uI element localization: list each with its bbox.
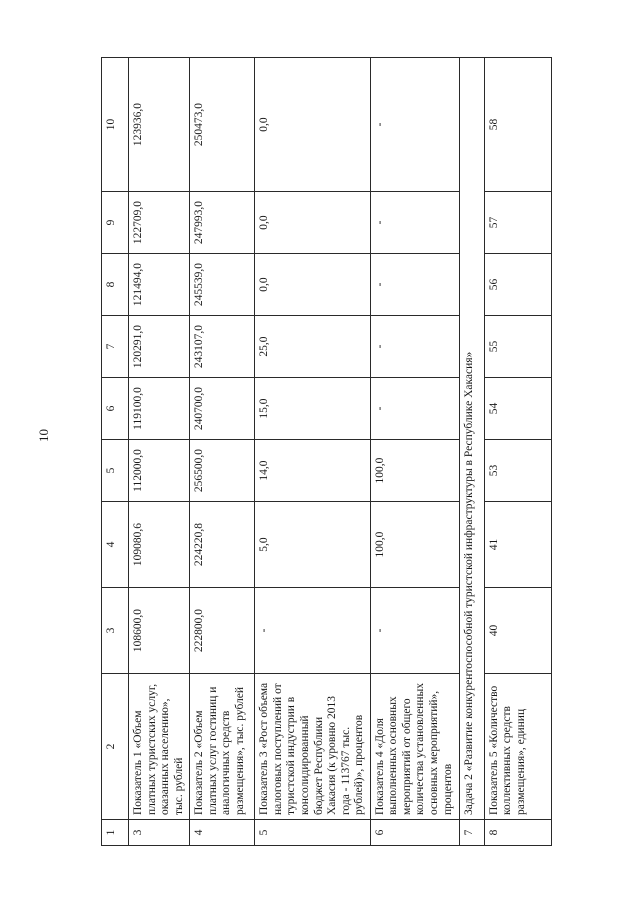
value-cell: 109080,6 <box>129 502 190 588</box>
value-cell: 122709,0 <box>129 192 190 254</box>
value-cell: 112000,0 <box>129 440 190 502</box>
header-cell: 8 <box>102 254 129 316</box>
value-cell: 5,0 <box>255 502 371 588</box>
header-cell: 10 <box>102 58 129 192</box>
value-cell: 0,0 <box>255 58 371 192</box>
value-cell: - <box>370 378 459 440</box>
value-cell: 119100,0 <box>129 378 190 440</box>
value-cell: 222800,0 <box>190 588 255 674</box>
value-cell: 100,0 <box>370 502 459 588</box>
value-cell: 247993,0 <box>190 192 255 254</box>
row-number: 7 <box>459 820 484 846</box>
row-number: 5 <box>255 820 371 846</box>
header-cell: 1 <box>102 820 129 846</box>
value-cell: 243107,0 <box>190 316 255 378</box>
table-row <box>255 58 371 846</box>
table-row <box>190 58 255 846</box>
task-row <box>459 58 484 846</box>
value-cell: 123936,0 <box>129 58 190 192</box>
value-cell: 57 <box>484 192 551 254</box>
value-cell: 41 <box>484 502 551 588</box>
value-cell: - <box>370 588 459 674</box>
value-cell: - <box>255 588 371 674</box>
table-row <box>129 58 190 846</box>
page-number: 10 <box>36 429 51 442</box>
value-cell: 14,0 <box>255 440 371 502</box>
value-cell: 121494,0 <box>129 254 190 316</box>
value-cell: 250473,0 <box>190 58 255 192</box>
value-cell: 240700,0 <box>190 378 255 440</box>
value-cell: 120291,0 <box>129 316 190 378</box>
value-cell: - <box>370 58 459 192</box>
indicator-label: Показатель 1 «Объем платных туристских услуг, оказанных населению», тыс. рублей <box>129 674 190 820</box>
value-cell: 108600,0 <box>129 588 190 674</box>
header-cell: 3 <box>102 588 129 674</box>
value-cell: 40 <box>484 588 551 674</box>
indicator-label: Показатель 4 «Доля выполненных основных мероприятий от общего количества установленных основных мероприятий», процентов <box>370 674 459 820</box>
rotated-table-container <box>101 58 527 846</box>
value-cell: 100,0 <box>370 440 459 502</box>
indicator-label: Показатель 2 «Объем платных услуг гостиниц и аналогичных средств размещения», тыс. рублей <box>190 674 255 820</box>
value-cell: 54 <box>484 378 551 440</box>
indicator-label: Показатель 5 «Количество коллективных средств размещения», единиц <box>484 674 551 820</box>
row-number: 8 <box>484 820 551 846</box>
value-cell: 53 <box>484 440 551 502</box>
value-cell: 58 <box>484 58 551 192</box>
value-cell: 15,0 <box>255 378 371 440</box>
header-cell: 2 <box>102 674 129 820</box>
row-number: 3 <box>129 820 190 846</box>
value-cell: 0,0 <box>255 254 371 316</box>
header-cell: 7 <box>102 316 129 378</box>
task-heading: Задача 2 «Развитие конкурентоспособной туристской инфраструктуры в Республике Хакасия» <box>459 58 484 820</box>
header-cell: 6 <box>102 378 129 440</box>
value-cell: - <box>370 192 459 254</box>
header-cell: 5 <box>102 440 129 502</box>
header-cell: 4 <box>102 502 129 588</box>
indicator-label: Показатель 3 «Рост объема налоговых поступлений от туристской индустрии в консолидированный бюджет Республики Хакасия (к уровню 2013 года - 113767 тыс. рублей)», процентов <box>255 674 371 820</box>
value-cell: - <box>370 316 459 378</box>
value-cell: 0,0 <box>255 192 371 254</box>
table-row <box>484 58 551 846</box>
value-cell: 25,0 <box>255 316 371 378</box>
value-cell: - <box>370 254 459 316</box>
value-cell: 256500,0 <box>190 440 255 502</box>
row-number: 6 <box>370 820 459 846</box>
table-row <box>370 58 459 846</box>
value-cell: 55 <box>484 316 551 378</box>
header-cell: 9 <box>102 192 129 254</box>
value-cell: 245539,0 <box>190 254 255 316</box>
header-row <box>102 58 129 846</box>
value-cell: 224220,8 <box>190 502 255 588</box>
indicators-table <box>101 57 552 846</box>
row-number: 4 <box>190 820 255 846</box>
value-cell: 56 <box>484 254 551 316</box>
